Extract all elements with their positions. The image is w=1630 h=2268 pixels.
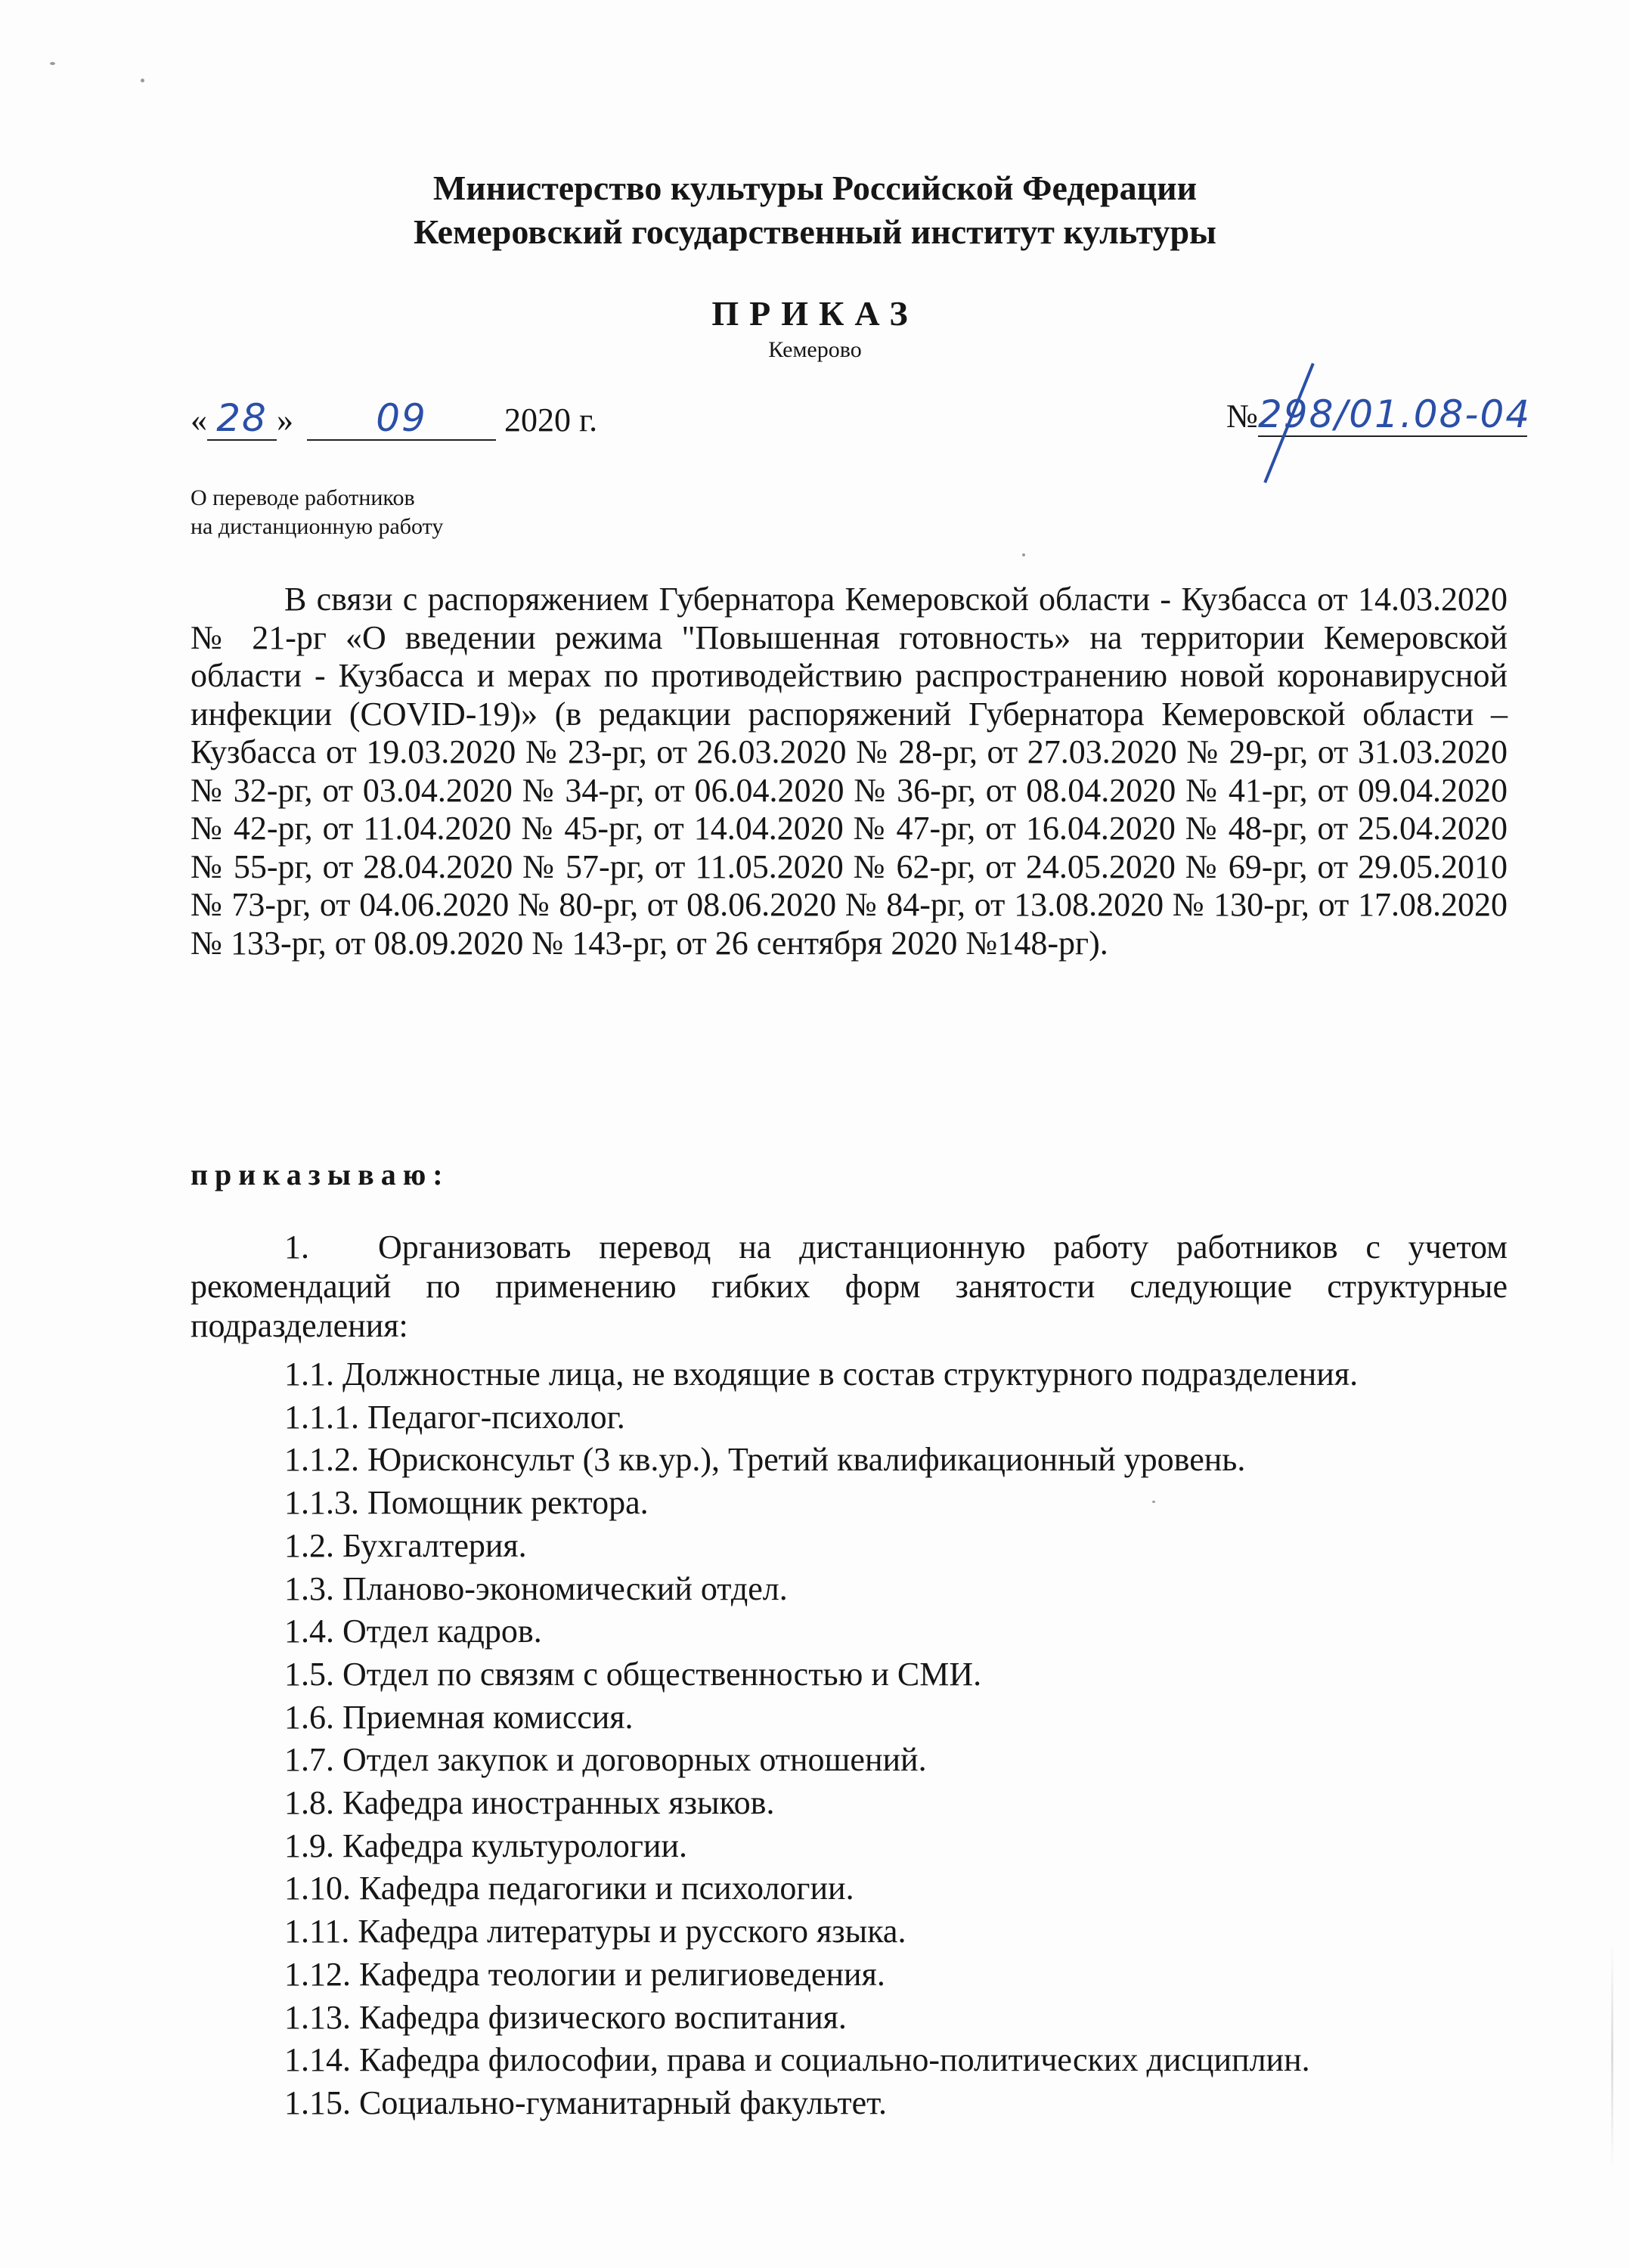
subdivision-list [284, 1353, 1524, 2125]
date-open-quote: « [191, 401, 207, 438]
preamble-paragraph: В связи с распоряжением Губернатора Кемеровской области - Кузбасса от 14.03.2020 № 21-рг «О введении режима "Повышенная готовность» на территории Кемеровской области - Кузбасса и мерах по противодействию распространению новой коронавирусной инфекции (COVID-19)» (в редакции распоряжений Губернатора Кемеровской области – Кузбасса от 19.03.2020 № 23-рг, от 26.03.2020 № 28-рг, от 27.03.2020 № 29-рг, от 31.03.2020 № 32-рг, от 03.04.2020 № 34-рг, от 06.04.2020 № 36-рг, от 08.04.2020 № 41-рг, от 09.04.2020 № 42-рг, от 11.04.2020 № 45-рг, от 14.04.2020 № 47-рг, от 16.04.2020 № 48-рг, от 25.04.2020 № 55-рг, от 28.04.2020 № 57-рг, от 11.05.2020 № 62-рг, от 24.05.2020 № 69-рг, от 29.05.2010 № 73-рг, от 04.06.2020 № 80-рг, от 08.06.2020 № 84-рг, от 13.08.2020 № 130-рг, от 17.08.2020 № 133-рг, от 08.09.2020 № 143-рг, от 26 сентября 2020 №148-рг). [191, 581, 1508, 962]
number-prefix: № [1226, 398, 1258, 435]
list-item: 1.1.2. Юрисконсульт (3 кв.ур.), Третий квалификационный уровень. [284, 1441, 1246, 1479]
list-item: 1.14. Кафедра философии, права и социально-политических дисциплин. [284, 2041, 1310, 2079]
list-item: 1.3. Планово-экономический отдел. [284, 1569, 788, 1607]
date-day-handwritten: 28 [207, 397, 277, 441]
list-item: 1.1. Должностные лица, не входящие в состав структурного подразделения. [284, 1356, 1359, 1393]
date-month-handwritten: 09 [307, 397, 496, 441]
list-item: 1.10. Кафедра педагогики и психологии. [284, 1870, 854, 1907]
order-item [191, 1228, 1508, 1346]
order-item-number: 1. [284, 1228, 309, 1266]
list-item: 1.7. Отдел закупок и договорных отношений. [284, 1741, 927, 1779]
list-item: 1.13. Кафедра физического воспитания. [284, 1998, 847, 2036]
document-city: Кемерово [768, 337, 862, 362]
list-item: 1.9. Кафедра культурологии. [284, 1826, 688, 1864]
list-item: 1.1.1. Педагог-психолог. [284, 1398, 625, 1436]
list-item: 1.1.3. Помощник ректора. [284, 1484, 649, 1522]
list-item: 1.11. Кафедра литературы и русского языка. [284, 1913, 906, 1950]
document-subject [191, 484, 443, 541]
date-year: 2020 г. [504, 401, 598, 438]
scan-speck [1022, 553, 1025, 556]
scan-speck [50, 62, 55, 65]
order-word: приказываю: [191, 1157, 450, 1191]
document-type: ПРИКАЗ [711, 294, 919, 333]
document-date [191, 397, 597, 441]
list-item: 1.6. Приемная комиссия. [284, 1698, 634, 1736]
list-item: 1.8. Кафедра иностранных языков. [284, 1784, 775, 1822]
list-item: 1.15. Социально-гуманитарный факультет. [284, 2084, 888, 2121]
ministry-title: Министерство культуры Российской Федерации [432, 169, 1198, 207]
document-number [1226, 392, 1532, 437]
subject-line: О переводе работников [191, 485, 415, 510]
institute-title: Кемеровский государственный институт культуры [414, 212, 1216, 251]
scan-speck [141, 79, 144, 82]
order-item-text: Организовать перевод на дистанционную работу работников с учетом рекомендаций по применению гибких форм занятости следующие структурные подразделения: [191, 1228, 1508, 1344]
scan-edge-shadow [1611, 1935, 1613, 2177]
list-item: 1.12. Кафедра теологии и религиоведения. [284, 1955, 885, 1993]
date-close-quote: » [277, 401, 293, 438]
number-handwritten: 298/01.08-04 [1257, 392, 1532, 436]
list-item: 1.5. Отдел по связям с общественностью и СМИ. [284, 1655, 982, 1693]
list-item: 1.2. Бухгалтерия. [284, 1526, 527, 1564]
subject-line: на дистанционную работу [191, 514, 444, 539]
list-item: 1.4. Отдел кадров. [284, 1613, 542, 1650]
